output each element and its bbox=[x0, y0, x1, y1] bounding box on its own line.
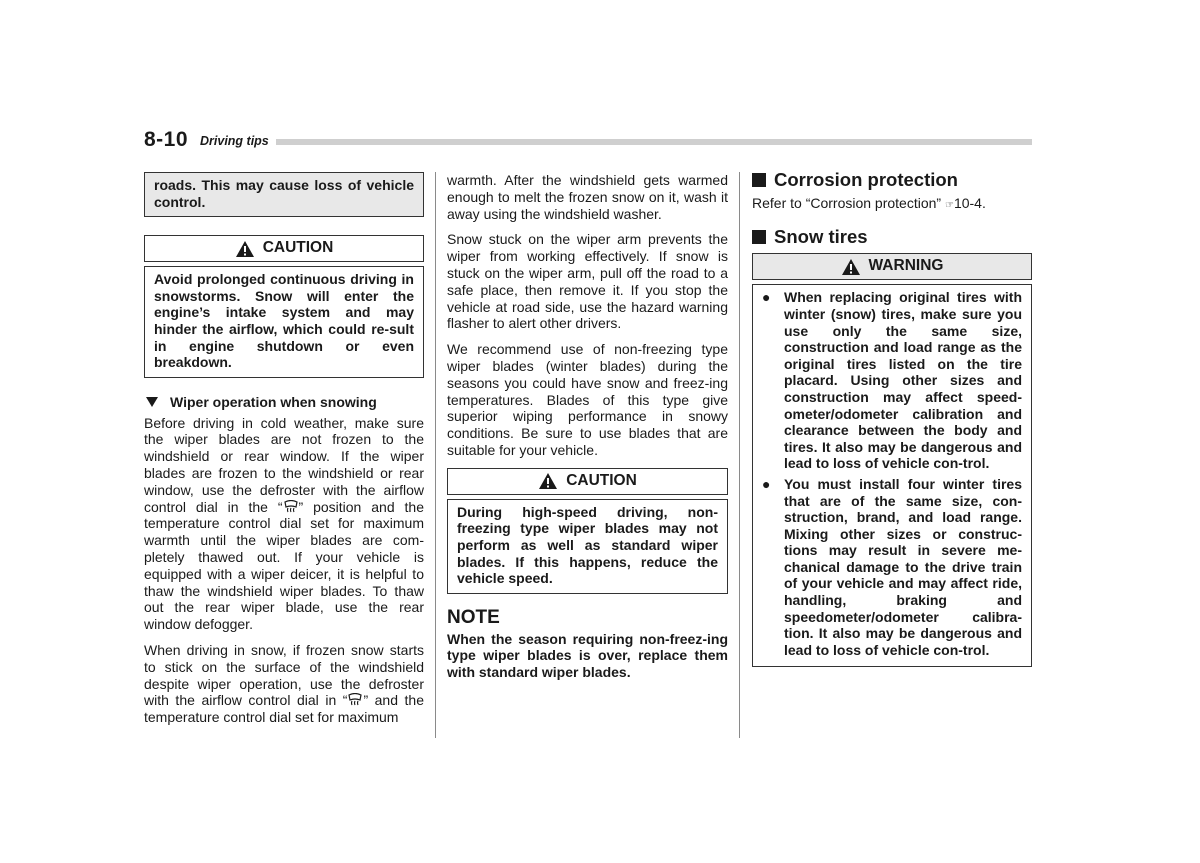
column-divider bbox=[435, 172, 436, 738]
caution-text: During high-speed driving, non-freezing type wiper blades may not perform as well as standard wiper blades. If this happens, reduce the vehicle speed. bbox=[457, 503, 718, 587]
page-header bbox=[144, 128, 1032, 152]
column-3 bbox=[752, 169, 1032, 667]
bullet-icon: ● bbox=[762, 289, 771, 306]
warning-label: WARNING bbox=[868, 257, 944, 275]
continued-caution-box bbox=[144, 172, 424, 217]
page-reference-icon: ☞ bbox=[944, 199, 954, 211]
paragraph-wiper-arm: Snow stuck on the wiper arm prevents the wiper from working effectively. If snow is stuck on the wiper arm, pull off the road to a safe place, then remove it. If you stop the vehicle at road side, use the hazard warning flasher to alert other drivers. bbox=[447, 231, 728, 332]
corrosion-reference bbox=[752, 195, 1032, 215]
square-bullet-icon bbox=[752, 173, 766, 187]
square-bullet-icon bbox=[752, 230, 766, 244]
warning-header bbox=[752, 253, 1032, 280]
column-2 bbox=[447, 172, 728, 680]
caution-header bbox=[447, 468, 728, 495]
heading-text: Snow tires bbox=[774, 225, 868, 247]
caution-body bbox=[144, 266, 424, 378]
note-title: NOTE bbox=[447, 606, 500, 628]
warning-list bbox=[762, 289, 1022, 658]
paragraph-text: Before driving in cold weather, make sure the wiper blades are not frozen to the windshield or rear window. If the wiper blades are frozen to the windshield or rear window, use the defroster with the airflow control dial in the “ bbox=[144, 414, 424, 515]
heading-text: Corrosion protection bbox=[774, 169, 958, 190]
list-item-text: You must install four winter tires that are of the same size, con-struction, brand, and load range. Mixing other sizes or construc-tions may result in severe me-chanical damage to the drive train of your vehicle and may affect ride, handling, braking and speedometer/odometer calibra-tion. It also may be dangerous and lead to loss of vehicle con-trol. bbox=[784, 475, 1022, 658]
warning-triangle-icon bbox=[538, 472, 558, 490]
list-item-text: When replacing original tires with winter (snow) tires, make sure you use only the same size, construction and load range as the original tires listed on the tire placard. Using other sizes and construction may affect speed-ometer/odometer calibration and clearance between the body and tires. It also may be dangerous and lead to loss of vehicle con-trol. bbox=[784, 289, 1022, 472]
paragraph-text: ” position and the temperature control dial set for maximum warmth until the wiper blades are com-pletely thawed out. If your vehicle is equipped with a wiper deicer, it is helpful to thaw the windshield wiper blades. To thaw out the rear wiper blade, use the rear window defogger. bbox=[144, 498, 424, 633]
reference-text: Refer to “Corrosion protection” bbox=[752, 194, 942, 211]
defroster-icon bbox=[347, 693, 363, 707]
caution-label: CAUTION bbox=[566, 471, 637, 489]
bullet-icon: ● bbox=[762, 475, 771, 492]
paragraph-driving-snow bbox=[144, 642, 424, 726]
caution-header bbox=[144, 235, 424, 262]
warning-body bbox=[752, 284, 1032, 667]
paragraph-recommend: We recommend use of non-freezing type wiper blades (winter blades) during the seasons you could have snow and freez-ing temperatures. Blades of this type give superior wiping performance in snowy conditions. Be sure to use blades that are suitable for your vehicle. bbox=[447, 341, 728, 458]
heading-corrosion bbox=[752, 169, 1032, 190]
paragraph-cold-weather bbox=[144, 415, 424, 633]
header-rule bbox=[276, 139, 1032, 145]
column-divider bbox=[739, 172, 740, 738]
paragraph-text: ” and the temperature control dial set for maximum bbox=[144, 692, 424, 726]
heading-snow-tires bbox=[752, 225, 1032, 247]
caution-body bbox=[447, 499, 728, 594]
caution-label: CAUTION bbox=[262, 239, 334, 257]
page-number: 8-10 bbox=[144, 128, 189, 151]
caution-text: Avoid prolonged continuous driving in snowstorms. Snow will enter the engine’s intake system and may hinder the airflow, which could re-sult in engine shutdown or even breakdown. bbox=[154, 271, 414, 371]
section-title: Driving tips bbox=[200, 134, 269, 148]
paragraph-warmth: warmth. After the windshield gets warmed enough to melt the frozen snow on it, wash it away using the windshield washer. bbox=[447, 172, 728, 222]
continued-caution-text: roads. This may cause loss of vehicle control. bbox=[154, 177, 414, 210]
subheading-text: Wiper operation when snowing bbox=[170, 393, 377, 410]
reference-page: 10-4. bbox=[953, 194, 986, 211]
list-item bbox=[762, 476, 1022, 659]
warning-triangle-icon bbox=[841, 258, 861, 276]
subheading-wiper bbox=[144, 394, 424, 411]
paragraph-text: When driving in snow, if frozen snow starts to stick on the surface of the windshield despite wiper operation, use the defroster with the airflow control dial in “ bbox=[144, 641, 424, 709]
note-text: When the season requiring non-freez-ing type wiper blades is over, replace them with standard wiper blades. bbox=[447, 630, 728, 680]
triangle-down-icon bbox=[146, 397, 158, 407]
warning-triangle-icon bbox=[235, 240, 255, 258]
column-1 bbox=[144, 172, 424, 735]
defroster-icon bbox=[283, 500, 299, 514]
list-item bbox=[762, 289, 1022, 472]
